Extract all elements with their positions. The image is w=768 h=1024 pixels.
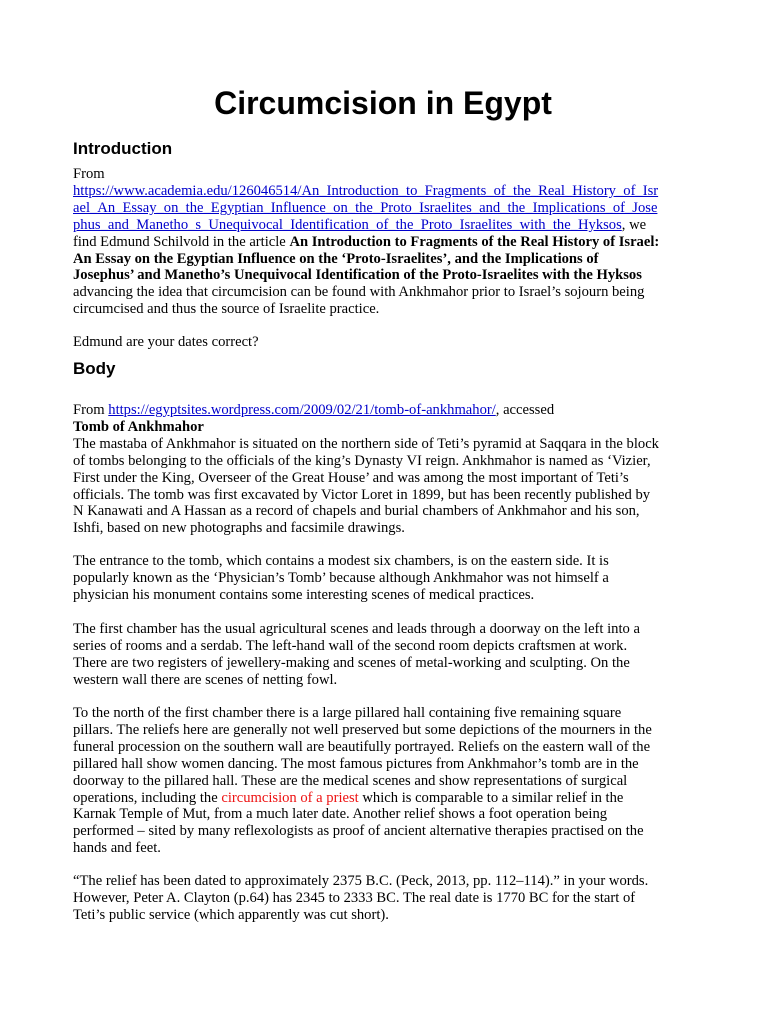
p5-line: However, Peter A. Clayton (p.64) has 2345 to 2333 BC. The real date is 1770 BC for the start of [73, 889, 636, 906]
page-title: Circumcision in Egypt [214, 85, 552, 121]
p4-line: To the north of the first chamber there is a large pillared hall containing five remaining square [73, 705, 622, 721]
p3-line: There are two registers of jewellery-making and scenes of metal-working and sculpting. On the [73, 654, 630, 671]
p4-line: pillared hall show women dancing. The most famous pictures from Ankhmahor’s tomb are in the [73, 755, 639, 772]
accessed-label: , accessed [495, 402, 555, 418]
p5-line: Teti’s public service (which apparently was cut short). [73, 906, 389, 923]
p4-line: hands and feet. [73, 840, 161, 857]
p4-line: funeral procession on the southern wall are beautifully portrayed. Reliefs on the eastern wall of the [73, 738, 651, 755]
paragraph-4 [73, 705, 698, 857]
p3-line: western wall there are scenes of netting fowl. [73, 671, 338, 688]
body-heading: Body [73, 359, 116, 378]
from-label: From [73, 166, 105, 182]
after-link-text: , we [621, 216, 647, 233]
p4-line: pillars. The reliefs here are generally not well preserved but some depictions of the mourners in the [73, 721, 652, 738]
p1-line: officials. The tomb was first excavated by Victor Loret in 1899, but has been recently published by [73, 486, 651, 503]
academia-link-line-2[interactable]: ael_An_Essay_on_the_Egyptian_Influence_on_the_Proto_Israelites_and_the_Implications_of_Jose [73, 199, 658, 216]
p4-line-6-start: operations, including the [73, 789, 222, 806]
p2-line: popularly known as the ‘Physician’s Tomb’ because although Ankhmahor was not himself a [73, 569, 609, 586]
academia-link-line-1[interactable]: https://www.academia.edu/126046514/An_Introduction_to_Fragments_of_the_Real_History_of_Isr [73, 182, 659, 199]
article-title-line-1: An Introduction to Fragments of the Real History of Israel: [289, 233, 660, 250]
p1-line: The mastaba of Ankhmahor is situated on the northern side of Teti’s pyramid at Saqqara in the block [73, 435, 659, 452]
academia-link-line-3[interactable]: phus_and_Manetho_s_Unequivocal_Identification_of_the_Proto_Israelites_with_the_Hyksos [73, 216, 622, 233]
p2-line: physician his monument contains some interesting scenes of medical practices. [73, 586, 535, 603]
tomb-heading: Tomb of Ankhmahor [73, 418, 204, 435]
p1-line: of tombs belonging to the officials of the king’s Dynasty VI reign. Ankhmahor is named as ‘Vizier, [73, 452, 651, 469]
advancing-line-1: advancing the idea that circumcision can be found with Ankhmahor prior to Israel’s sojourn being [73, 284, 645, 301]
p4-line: performed – sited by many reflexologists as proof of ancient alternative therapies practised on the [73, 823, 644, 840]
p1-line: First under the King, Overseer of the Great House’ and was among the most important of Teti’s [73, 469, 629, 486]
find-text: find Edmund Schilvold in the article [73, 233, 290, 250]
question-paragraph: Edmund are your dates correct? [73, 334, 259, 350]
introduction-paragraph [73, 166, 698, 318]
p4-line: doorway to the pillared hall. These are the medical scenes and show representations of surgical [73, 772, 628, 789]
introduction-heading: Introduction [73, 139, 173, 158]
p2-line: The entrance to the tomb, which contains a modest six chambers, is on the eastern side. It is [73, 553, 609, 569]
egyptsites-link[interactable]: https://egyptsites.wordpress.com/2009/02/21/tomb-of-ankhmahor/ [108, 402, 496, 418]
p4-line: Karnak Temple of Mut, from a much later date. Another relief shows a foot operation being [73, 806, 608, 823]
circumcision-highlight: circumcision of a priest [221, 789, 359, 806]
paragraph-2 [73, 553, 698, 604]
article-title-line-2: An Essay on the Egyptian Influence on the ‘Proto-Israelites’, and the Implications of [73, 250, 599, 267]
paragraph-3 [73, 621, 698, 689]
p1-line: Ishfi, based on new photographs and facsimile drawings. [73, 520, 405, 537]
paragraph-5 [73, 873, 698, 924]
p4-line-6-end: which is comparable to a similar relief in the [358, 789, 624, 806]
p5-line: “The relief has been dated to approximately 2375 B.C. (Peck, 2013, pp. 112–114).” in your words. [73, 873, 649, 889]
source-paragraph [73, 402, 698, 537]
p1-line: N Kanawati and A Hassan as a record of chapels and burial chambers of Ankhmahor and his son, [73, 503, 640, 520]
advancing-line-2: circumcised and thus the source of Israelite practice. [73, 301, 380, 318]
p3-line: The first chamber has the usual agricultural scenes and leads through a doorway on the left into a [73, 621, 640, 637]
p3-line: series of rooms and a serdab. The left-hand wall of the second room depicts craftsmen at work. [73, 637, 628, 654]
article-title-line-3: Josephus’ and Manetho’s Unequivocal Identification of the Proto-Israelites with the Hyksos [73, 267, 642, 284]
source-from-label: From [73, 402, 109, 418]
